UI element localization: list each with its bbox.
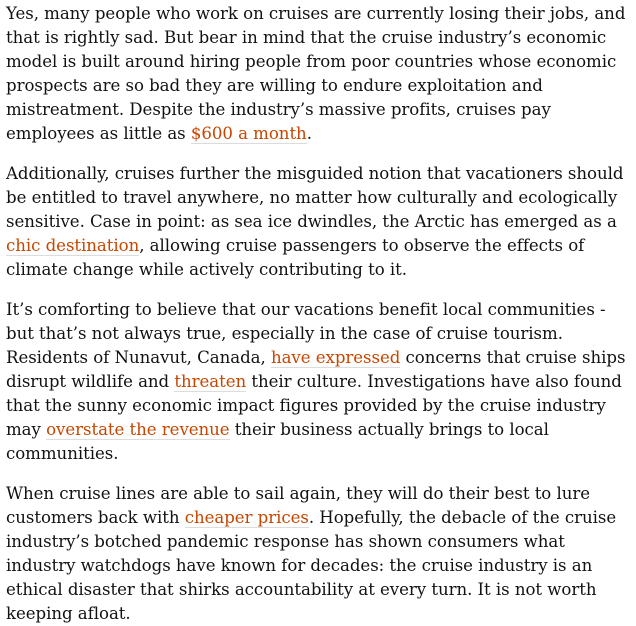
link-overstate-the-revenue[interactable]: overstate the revenue (46, 420, 230, 439)
paragraph-arctic (6, 162, 636, 282)
paragraph-local-communities (6, 298, 636, 466)
paragraph-text: Yes, many people who work on cruises are currently losing their jobs, and that is rightly sad. But bear in mind that the cruise industry’s economic model is built around hiring people from poor countries whose economic prospects are so bad they are willing to endure exploitation and mistreatment. Despite the industry’s massive profits, cruises pay employees as little as (6, 4, 626, 143)
article-body (0, 2, 636, 626)
link-cheaper-prices[interactable]: cheaper prices (184, 508, 309, 527)
paragraph-text: , allowing cruise passengers to observe the effects of climate change while actively contributing to it. (6, 236, 585, 279)
paragraph-text: their business actually brings to local communities. (6, 420, 549, 463)
paragraph-text: When cruise lines are able to sail again, they will do their best to lure customers back with (6, 484, 591, 527)
paragraph-text: . (306, 124, 312, 143)
link-chic-destination[interactable]: chic destination (6, 236, 140, 255)
paragraph-text: Additionally, cruises further the misguided notion that vacationers should be entitled to travel anywhere, no matter how culturally and ecologically sensitive. Case in point: as sea ice dwindles, the Arctic has emerged as a (6, 164, 624, 231)
link-600-a-month[interactable]: $600 a month (190, 124, 307, 143)
paragraph-text: concerns that cruise ships disrupt wildlife and (6, 348, 626, 391)
paragraph-conclusion (6, 482, 636, 626)
paragraph-text: . Hopefully, the debacle of the cruise industry’s botched pandemic response has shown consumers what industry watchdogs have known for decades: the cruise industry is an ethical disaster that shirks accountability at every turn. It is not worth keeping afloat. (6, 508, 617, 623)
paragraph-text: It’s comforting to believe that our vacations benefit local communities - but that’s not always true, especially in the case of cruise tourism. Residents of Nunavut, Canada, (6, 300, 606, 367)
link-threaten[interactable]: threaten (174, 372, 247, 391)
paragraph-text: their culture. Investigations have also found that the sunny economic impact figures provided by the cruise industry may (6, 372, 622, 439)
link-have-expressed[interactable]: have expressed (270, 348, 401, 367)
paragraph-wages (6, 2, 636, 146)
